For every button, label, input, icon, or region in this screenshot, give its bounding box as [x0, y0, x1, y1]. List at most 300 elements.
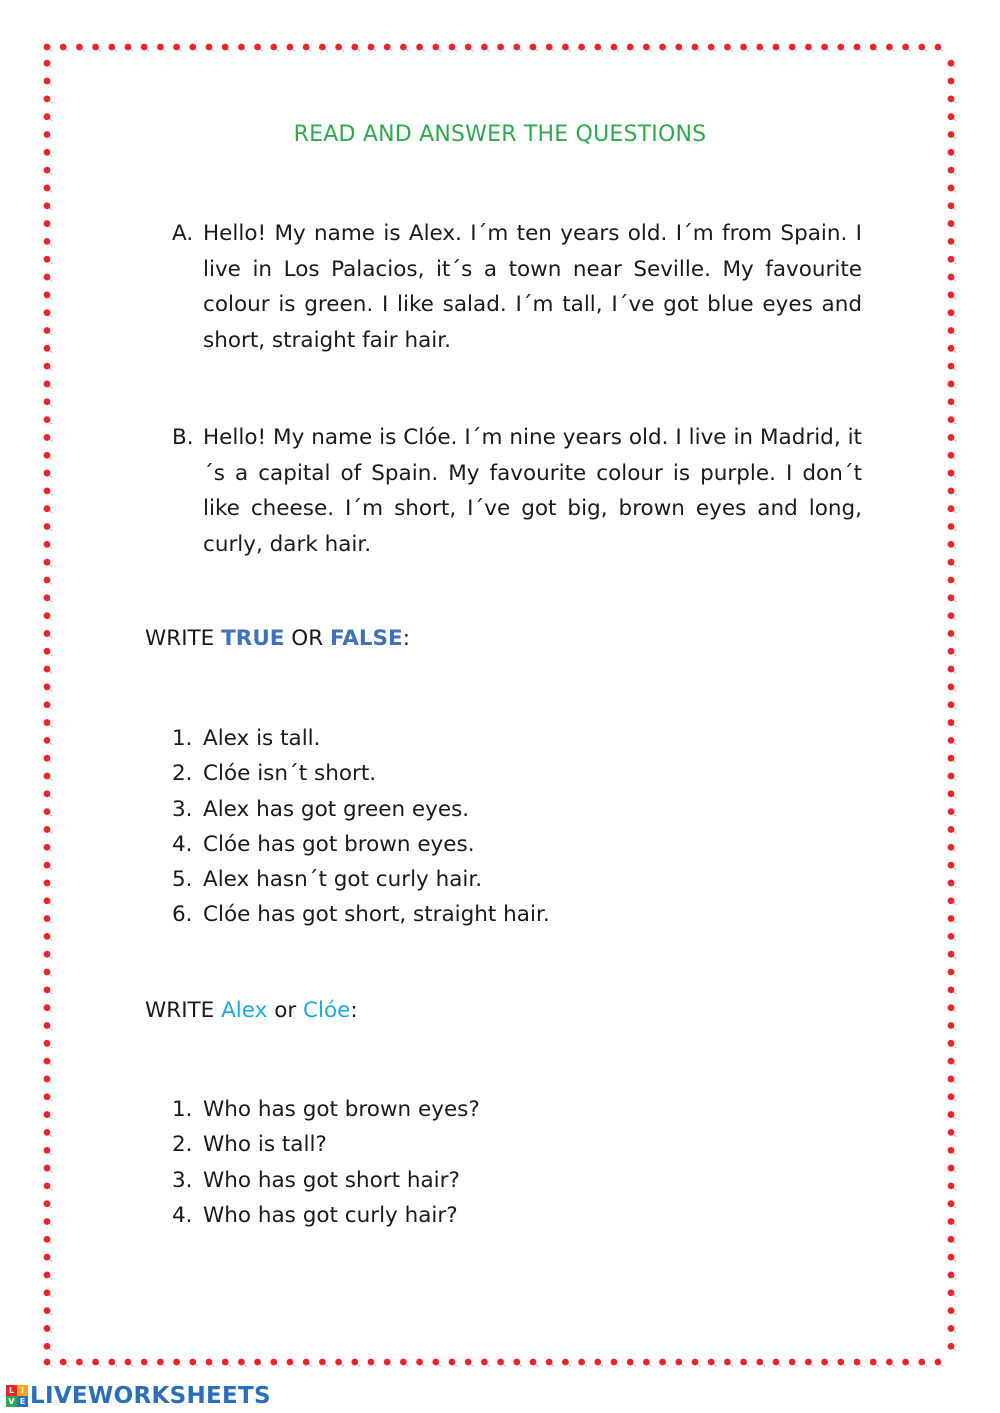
border-dot — [948, 220, 957, 228]
border-dot — [44, 594, 53, 602]
border-dot — [948, 577, 957, 585]
border-dot — [481, 1359, 490, 1367]
border-dot — [303, 1359, 312, 1367]
border-dot — [948, 1272, 957, 1280]
border-dot — [44, 220, 53, 228]
border-dot — [611, 44, 620, 52]
border-dot — [44, 541, 53, 549]
border-dot — [948, 1093, 957, 1101]
border-dot — [948, 202, 957, 210]
border-dot — [44, 790, 53, 798]
border-dot — [948, 1076, 957, 1084]
border-dot — [756, 1359, 765, 1367]
border-dot — [108, 44, 117, 52]
border-dot — [44, 701, 53, 709]
border-dot — [44, 755, 53, 763]
border-dot — [44, 1254, 53, 1262]
border-dot — [44, 1093, 53, 1101]
logo-icon-letter: E — [17, 1396, 28, 1407]
border-dot — [319, 1359, 328, 1367]
border-dot — [465, 1359, 474, 1367]
border-dot — [948, 113, 957, 121]
border-dot — [189, 44, 198, 52]
border-dot — [416, 1359, 425, 1367]
border-dot — [44, 1147, 53, 1155]
border-dot — [948, 1236, 957, 1244]
border-dot — [497, 1359, 506, 1367]
paragraph-a — [172, 216, 862, 358]
border-dot — [44, 274, 53, 282]
border-dot — [886, 1359, 895, 1367]
border-dot — [948, 1325, 957, 1333]
border-dot — [287, 44, 296, 52]
item-text: Clóe isn´t short. — [203, 761, 377, 787]
border-dot — [44, 826, 53, 834]
border-dot — [948, 915, 957, 923]
border-dot — [384, 44, 393, 52]
border-dot — [44, 1165, 53, 1173]
border-dot — [44, 505, 53, 513]
border-dot — [44, 363, 53, 371]
border-dot — [948, 60, 957, 68]
border-dot — [935, 1359, 944, 1367]
border-dot — [902, 1359, 911, 1367]
border-dot — [530, 44, 539, 52]
border-dot — [578, 44, 587, 52]
border-dot — [948, 1004, 957, 1012]
border-dot — [44, 737, 53, 745]
border-dot — [351, 1359, 360, 1367]
border-dot — [948, 256, 957, 264]
border-dot — [44, 434, 53, 442]
border-dot — [773, 1359, 782, 1367]
border-dot — [368, 1359, 377, 1367]
true-false-list — [172, 721, 550, 933]
item-number: 6. — [172, 902, 193, 928]
logo-text: LIVEWORKSHEETS — [30, 1383, 271, 1409]
border-dot — [948, 594, 957, 602]
border-dot — [948, 309, 957, 317]
border-dot — [948, 363, 957, 371]
border-dot — [173, 1359, 182, 1367]
border-dot — [948, 1254, 957, 1262]
border-dot — [432, 44, 441, 52]
item-text: Alex is tall. — [203, 726, 321, 751]
border-dot — [948, 1200, 957, 1208]
border-dot — [222, 44, 231, 52]
item-number: 4. — [172, 1202, 193, 1228]
border-dot — [948, 291, 957, 299]
border-dot — [724, 44, 733, 52]
border-dot — [692, 1359, 701, 1367]
true-keyword: TRUE — [221, 626, 285, 651]
border-dot — [948, 1111, 957, 1119]
border-dot — [44, 1129, 53, 1137]
border-dot — [157, 44, 166, 52]
border-dot — [643, 1359, 652, 1367]
border-dot — [948, 844, 957, 852]
border-dot — [948, 701, 957, 709]
border-dot — [948, 755, 957, 763]
item-number: 3. — [172, 796, 193, 822]
border-dot — [44, 345, 53, 353]
border-dot — [173, 44, 182, 52]
border-dot — [948, 790, 957, 798]
border-dot — [870, 1359, 879, 1367]
border-dot — [948, 452, 957, 460]
border-dot — [44, 969, 53, 977]
border-dot — [44, 808, 53, 816]
item-number: 2. — [172, 1132, 193, 1158]
border-dot — [465, 44, 474, 52]
border-dot — [44, 1343, 53, 1351]
border-dot — [44, 1022, 53, 1030]
border-dot — [948, 612, 957, 620]
border-dot — [675, 1359, 684, 1367]
border-dot — [44, 577, 53, 585]
border-dot — [60, 1359, 69, 1367]
border-dot — [948, 1182, 957, 1190]
list-item — [172, 897, 550, 932]
border-dot — [335, 44, 344, 52]
border-dot — [756, 44, 765, 52]
heading-prefix: WRITE — [145, 998, 222, 1023]
border-dot — [837, 44, 846, 52]
border-dot — [44, 648, 53, 656]
border-dot — [44, 630, 53, 638]
border-dot — [238, 1359, 247, 1367]
border-dot — [44, 1236, 53, 1244]
item-text: Who has got curly hair? — [203, 1202, 458, 1228]
border-dot — [948, 684, 957, 692]
border-dot — [948, 862, 957, 870]
list-item — [172, 1127, 480, 1162]
border-dot — [270, 44, 279, 52]
border-dot — [948, 1022, 957, 1030]
heading-suffix: : — [350, 998, 358, 1023]
border-dot — [449, 44, 458, 52]
border-dot — [805, 44, 814, 52]
border-dot — [675, 44, 684, 52]
true-false-heading — [145, 626, 410, 651]
border-dot — [948, 78, 957, 86]
border-dot — [611, 1359, 620, 1367]
paragraph-marker: B. — [172, 425, 194, 450]
border-dot — [918, 1359, 927, 1367]
border-dot — [948, 541, 957, 549]
border-dot — [948, 398, 957, 406]
border-dot — [335, 1359, 344, 1367]
border-dot — [948, 1129, 957, 1137]
item-text: Clóe has got short, straight hair. — [203, 902, 550, 928]
border-dot — [44, 1325, 53, 1333]
border-dot — [44, 719, 53, 727]
border-dot — [384, 1359, 393, 1367]
border-dot — [948, 434, 957, 442]
border-dot — [948, 719, 957, 727]
item-number: 1. — [172, 726, 193, 751]
border-dot — [948, 1147, 957, 1155]
border-dot — [948, 95, 957, 103]
border-dot — [530, 1359, 539, 1367]
border-dot — [948, 1343, 957, 1351]
border-dot — [254, 1359, 263, 1367]
heading-middle: OR — [284, 626, 330, 651]
border-dot — [368, 44, 377, 52]
border-dot — [44, 238, 53, 246]
logo-icon — [6, 1385, 28, 1407]
list-item — [172, 1092, 480, 1127]
border-dot — [948, 185, 957, 193]
heading-middle: or — [267, 998, 304, 1023]
border-dot — [44, 986, 53, 994]
border-dot — [44, 487, 53, 495]
item-text: Who is tall? — [203, 1132, 327, 1158]
false-keyword: FALSE — [330, 626, 403, 651]
border-dot — [948, 149, 957, 157]
border-dot — [44, 398, 53, 406]
border-dot — [44, 202, 53, 210]
list-item — [172, 792, 550, 827]
border-dot — [659, 44, 668, 52]
border-dot — [141, 1359, 150, 1367]
border-dot — [108, 1359, 117, 1367]
border-dot — [44, 915, 53, 923]
paragraph-b — [172, 420, 862, 562]
border-dot — [44, 897, 53, 905]
border-dot — [44, 1182, 53, 1190]
border-dot — [562, 44, 571, 52]
border-dot — [44, 1111, 53, 1119]
border-dot — [594, 1359, 603, 1367]
border-dot — [44, 684, 53, 692]
heading-prefix: WRITE — [145, 626, 222, 651]
border-dot — [481, 44, 490, 52]
border-dot — [319, 44, 328, 52]
border-dot — [708, 44, 717, 52]
border-dot — [157, 1359, 166, 1367]
item-number: 5. — [172, 867, 193, 893]
border-dot — [643, 44, 652, 52]
border-dot — [740, 1359, 749, 1367]
border-dot — [740, 44, 749, 52]
border-dot — [948, 933, 957, 941]
border-dot — [44, 452, 53, 460]
border-dot — [546, 1359, 555, 1367]
border-dot — [416, 44, 425, 52]
border-dot — [948, 826, 957, 834]
border-dot — [948, 1307, 957, 1315]
border-dot — [44, 149, 53, 157]
border-dot — [44, 523, 53, 531]
border-dot — [44, 559, 53, 567]
list-item — [172, 827, 550, 862]
item-number: 2. — [172, 761, 193, 787]
border-dot — [44, 1200, 53, 1208]
logo-icon-letter: L — [6, 1385, 17, 1396]
border-dot — [562, 1359, 571, 1367]
border-dot — [44, 167, 53, 175]
border-dot — [287, 1359, 296, 1367]
border-dot — [400, 1359, 409, 1367]
paragraph-marker: A. — [172, 221, 194, 246]
border-dot — [254, 44, 263, 52]
border-dot — [948, 808, 957, 816]
alex-keyword: Alex — [221, 998, 268, 1023]
border-dot — [821, 44, 830, 52]
border-dot — [44, 1058, 53, 1066]
border-dot — [948, 666, 957, 674]
border-dot — [270, 1359, 279, 1367]
border-dot — [44, 1289, 53, 1297]
border-dot — [222, 1359, 231, 1367]
border-dot — [44, 951, 53, 959]
border-dot — [886, 44, 895, 52]
border-dot — [92, 44, 101, 52]
border-dot — [44, 1359, 53, 1367]
border-dot — [948, 969, 957, 977]
border-dot — [948, 559, 957, 567]
border-dot — [44, 1307, 53, 1315]
border-dot — [44, 60, 53, 68]
item-number: 3. — [172, 1167, 193, 1193]
border-dot — [821, 1359, 830, 1367]
alex-cloe-list — [172, 1092, 480, 1233]
border-dot — [948, 327, 957, 335]
border-dot — [659, 1359, 668, 1367]
border-dot — [870, 44, 879, 52]
border-dot — [948, 167, 957, 175]
list-item — [172, 721, 550, 756]
border-dot — [44, 862, 53, 870]
border-dot — [902, 44, 911, 52]
border-dot — [935, 44, 944, 52]
item-number: 4. — [172, 831, 193, 857]
border-dot — [948, 1165, 957, 1173]
border-dot — [708, 1359, 717, 1367]
border-dot — [854, 44, 863, 52]
alex-cloe-heading — [145, 998, 358, 1023]
item-text: Alex hasn´t got curly hair. — [203, 867, 483, 893]
heading-suffix: : — [402, 626, 410, 651]
border-dot — [948, 951, 957, 959]
logo-icon-letter: i — [17, 1385, 28, 1396]
border-dot — [627, 44, 636, 52]
border-dot — [948, 416, 957, 424]
border-dot — [303, 44, 312, 52]
border-dot — [351, 44, 360, 52]
border-dot — [948, 773, 957, 781]
border-dot — [125, 44, 134, 52]
border-dot — [44, 95, 53, 103]
list-item — [172, 1163, 480, 1198]
border-dot — [948, 1058, 957, 1066]
border-dot — [44, 291, 53, 299]
worksheet-title: READ AND ANSWER THE QUESTIONS — [293, 122, 707, 147]
border-dot — [546, 44, 555, 52]
border-dot — [189, 1359, 198, 1367]
border-dot — [44, 612, 53, 620]
border-dot — [44, 113, 53, 121]
paragraph-text: Hello! My name is Alex. I´m ten years old. I´m from Spain. I live in Los Palacios, it´s a town near Seville. My favourite colour is green. I like salad. I´m tall, I´ve got blue eyes and short, straight fair hair. — [203, 221, 862, 353]
border-dot — [724, 1359, 733, 1367]
border-dot — [948, 505, 957, 513]
border-dot — [400, 44, 409, 52]
border-dot — [789, 1359, 798, 1367]
border-dot — [948, 1040, 957, 1048]
border-dot — [44, 256, 53, 264]
border-dot — [948, 345, 957, 353]
border-dot — [44, 880, 53, 888]
logo-icon-letter: V — [6, 1396, 17, 1407]
border-dot — [854, 1359, 863, 1367]
liveworksheets-logo — [6, 1382, 271, 1410]
border-dot — [948, 630, 957, 638]
border-dot — [513, 44, 522, 52]
border-dot — [44, 1004, 53, 1012]
item-text: Who has got brown eyes? — [203, 1097, 480, 1122]
border-dot — [44, 470, 53, 478]
item-text: Who has got short hair? — [203, 1167, 460, 1193]
border-dot — [44, 1272, 53, 1280]
border-dot — [948, 1289, 957, 1297]
border-dot — [44, 933, 53, 941]
border-dot — [44, 416, 53, 424]
border-dot — [948, 737, 957, 745]
border-dot — [206, 44, 215, 52]
border-dot — [789, 44, 798, 52]
border-dot — [692, 44, 701, 52]
border-dot — [44, 327, 53, 335]
border-dot — [238, 44, 247, 52]
border-dot — [513, 1359, 522, 1367]
list-item — [172, 756, 550, 791]
border-dot — [948, 470, 957, 478]
border-dot — [44, 773, 53, 781]
border-dot — [918, 44, 927, 52]
item-number: 1. — [172, 1097, 193, 1122]
border-dot — [578, 1359, 587, 1367]
border-dot — [948, 986, 957, 994]
border-dot — [948, 1218, 957, 1226]
border-dot — [44, 844, 53, 852]
border-dot — [497, 44, 506, 52]
border-dot — [44, 44, 53, 52]
border-dot — [948, 274, 957, 282]
border-dot — [449, 1359, 458, 1367]
list-item — [172, 862, 550, 897]
border-dot — [125, 1359, 134, 1367]
border-dot — [44, 1076, 53, 1084]
border-dot — [206, 1359, 215, 1367]
border-dot — [805, 1359, 814, 1367]
border-dot — [44, 78, 53, 86]
border-dot — [60, 44, 69, 52]
border-dot — [948, 880, 957, 888]
list-item — [172, 1198, 480, 1233]
border-dot — [837, 1359, 846, 1367]
border-dot — [44, 309, 53, 317]
border-dot — [44, 666, 53, 674]
border-dot — [948, 523, 957, 531]
border-dot — [76, 1359, 85, 1367]
border-dot — [76, 44, 85, 52]
item-text: Clóe has got brown eyes. — [203, 831, 475, 857]
border-dot — [44, 185, 53, 193]
border-dot — [141, 44, 150, 52]
border-dot — [44, 381, 53, 389]
border-dot — [773, 44, 782, 52]
